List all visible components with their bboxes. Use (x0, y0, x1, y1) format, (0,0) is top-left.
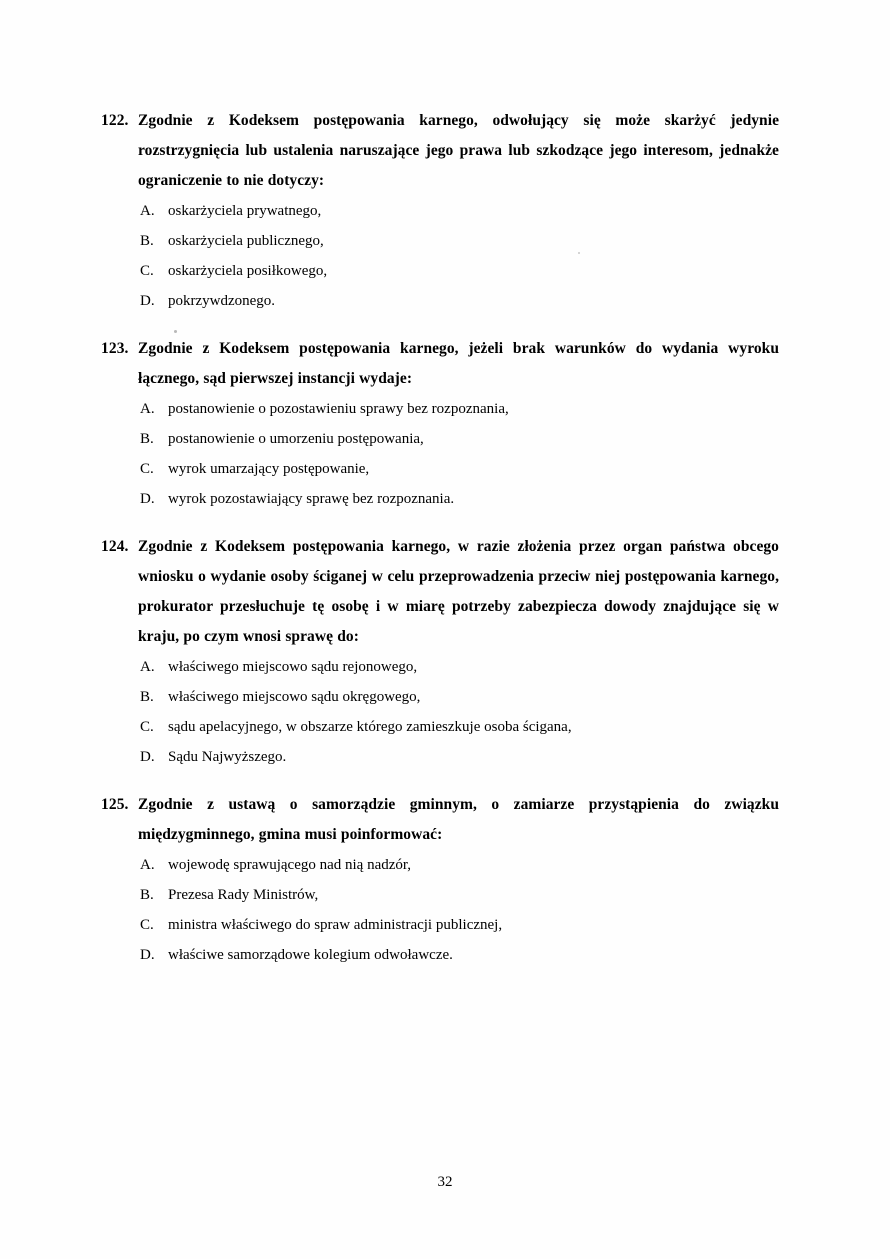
question-heading (101, 106, 779, 196)
question-item (101, 790, 779, 970)
answer-options (101, 652, 779, 772)
option-letter: A. (140, 203, 155, 219)
answer-option[interactable] (101, 286, 779, 316)
option-letter: A. (140, 659, 155, 675)
option-letter: B. (140, 689, 154, 705)
page-number: 32 (437, 1174, 453, 1190)
option-text: oskarżyciela publicznego, (168, 233, 324, 249)
question-heading (101, 790, 779, 850)
option-text: postanowienie o umorzeniu postępowania, (168, 431, 424, 447)
answer-option[interactable] (101, 652, 779, 682)
question-number: 123. (101, 340, 129, 357)
answer-option[interactable] (101, 940, 779, 970)
option-text: sądu apelacyjnego, w obszarze którego zamieszkuje osoba ścigana, (168, 719, 572, 735)
option-text: wojewodę sprawującego nad nią nadzór, (168, 857, 412, 873)
option-text: wyrok pozostawiający sprawę bez rozpoznania. (168, 491, 455, 507)
option-text: oskarżyciela prywatnego, (168, 203, 322, 219)
question-item (101, 106, 779, 316)
question-stem: Zgodnie z Kodeksem postępowania karnego, jeżeli brak warunków do wydania wyroku łącznego, sąd pierwszej instancji wydaje: (138, 340, 779, 387)
answer-option[interactable] (101, 196, 779, 226)
option-letter: C. (140, 719, 154, 735)
question-item (101, 532, 779, 772)
answer-option[interactable] (101, 850, 779, 880)
answer-options (101, 196, 779, 316)
answer-option[interactable] (101, 424, 779, 454)
option-letter: B. (140, 233, 154, 249)
answer-options (101, 394, 779, 514)
answer-option[interactable] (101, 910, 779, 940)
question-stem: Zgodnie z ustawą o samorządzie gminnym, o zamiarze przystąpienia do związku międzygminnego, gmina musi poinformować: (138, 796, 779, 843)
option-letter: D. (140, 947, 155, 963)
option-letter: D. (140, 749, 155, 765)
question-stem: Zgodnie z Kodeksem postępowania karnego, w razie złożenia przez organ państwa obcego wniosku o wydanie osoby ściganej w celu przeprowadzenia przeciw niej postępowania karnego, prokurator przesłuchuje tę osobę i w miarę potrzeby zabezpiecza dowody znajdujące się w kraju, po czym wnosi sprawę do: (138, 538, 779, 645)
option-text: właściwego miejscowo sądu okręgowego, (168, 689, 421, 705)
question-number: 124. (101, 538, 129, 555)
option-text: Sądu Najwyższego. (168, 749, 287, 765)
question-list (101, 106, 779, 970)
answer-option[interactable] (101, 394, 779, 424)
answer-option[interactable] (101, 256, 779, 286)
option-letter: A. (140, 857, 155, 873)
option-letter: D. (140, 293, 155, 309)
answer-option[interactable] (101, 742, 779, 772)
question-heading (101, 532, 779, 652)
option-text: ministra właściwego do spraw administracji publicznej, (168, 917, 503, 933)
answer-option[interactable] (101, 880, 779, 910)
option-text: właściwego miejscowo sądu rejonowego, (168, 659, 418, 675)
option-text: właściwe samorządowe kolegium odwoławcze. (168, 947, 453, 963)
question-item (101, 334, 779, 514)
option-letter: C. (140, 917, 154, 933)
option-letter: D. (140, 491, 155, 507)
answer-option[interactable] (101, 712, 779, 742)
question-number: 122. (101, 112, 129, 129)
option-letter: B. (140, 431, 154, 447)
question-number: 125. (101, 796, 129, 813)
option-text: wyrok umarzający postępowanie, (168, 461, 370, 477)
question-stem: Zgodnie z Kodeksem postępowania karnego, odwołujący się może skarżyć jedynie rozstrzygnięcia lub ustalenia naruszające jego prawa lub szkodzące jego interesom, jednakże ograniczenie to nie dotyczy: (138, 112, 779, 189)
option-letter: C. (140, 461, 154, 477)
option-text: pokrzywdzonego. (168, 293, 276, 309)
option-letter: C. (140, 263, 154, 279)
option-text: postanowienie o pozostawieniu sprawy bez rozpoznania, (168, 401, 509, 417)
answer-option[interactable] (101, 226, 779, 256)
option-text: Prezesa Rady Ministrów, (168, 887, 319, 903)
answer-option[interactable] (101, 454, 779, 484)
answer-option[interactable] (101, 484, 779, 514)
option-letter: B. (140, 887, 154, 903)
answer-options (101, 850, 779, 970)
option-letter: A. (140, 401, 155, 417)
answer-option[interactable] (101, 682, 779, 712)
question-heading (101, 334, 779, 394)
option-text: oskarżyciela posiłkowego, (168, 263, 328, 279)
